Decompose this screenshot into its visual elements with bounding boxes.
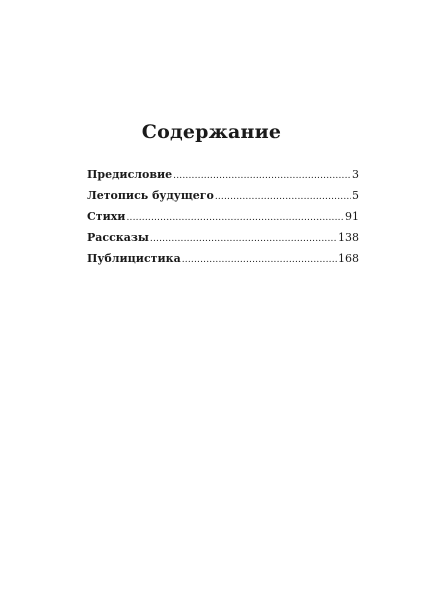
dot-leader [150, 229, 337, 250]
toc-entry-essays[interactable] [87, 248, 359, 269]
toc-entry-page-number: 91 [345, 210, 359, 223]
toc-entry-title: Публицистика [87, 252, 181, 265]
table-of-contents [87, 164, 359, 269]
toc-entry-title: Предисловие [87, 168, 173, 181]
toc-entry-page-number: 168 [338, 252, 359, 265]
toc-entry-stories[interactable] [87, 227, 359, 248]
dot-leader [182, 250, 337, 271]
toc-entry-page-number: 3 [352, 168, 359, 181]
page-title: Содержание [141, 121, 282, 143]
toc-entry-page-number: 5 [352, 189, 359, 202]
dot-leader [215, 187, 351, 208]
dot-leader [173, 166, 351, 187]
toc-entry-chronicle[interactable] [87, 185, 359, 206]
toc-entry-title: Стихи [87, 210, 126, 223]
toc-entry-title: Летопись будущего [87, 189, 214, 202]
toc-entry-poems[interactable] [87, 206, 359, 227]
toc-entry-title: Рассказы [87, 231, 149, 244]
toc-entry-page-number: 138 [338, 231, 359, 244]
toc-entry-preface[interactable] [87, 164, 359, 185]
dot-leader [126, 208, 344, 229]
